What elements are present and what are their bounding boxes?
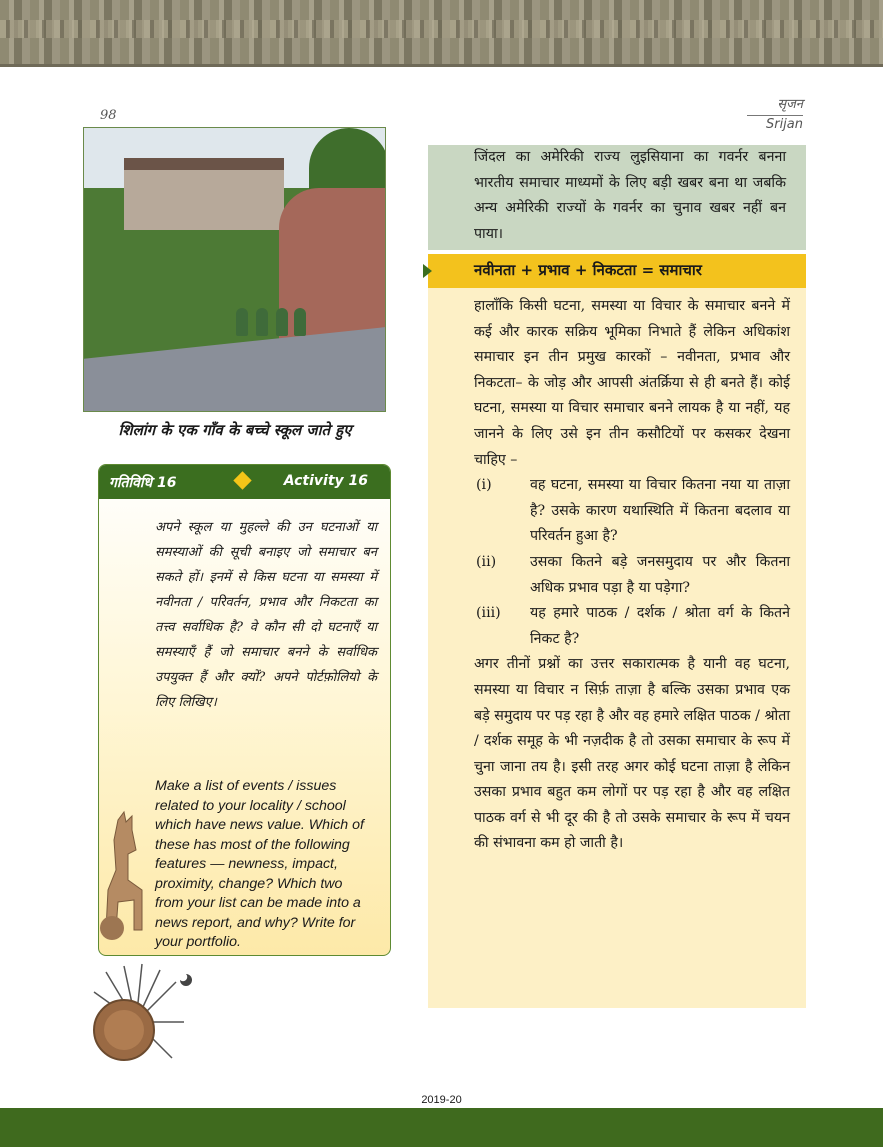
photo-caption: शिलांग के एक गाँव के बच्चे स्कूल जाते हुए	[118, 421, 352, 439]
list-item-text: यह हमारे पाठक / दर्शक / श्रोता वर्ग के कितने निकट है?	[530, 605, 790, 647]
page-number: 98	[100, 108, 117, 123]
diamond-icon	[233, 471, 251, 489]
list-item-number: (i)	[476, 477, 492, 494]
list-item	[474, 601, 790, 652]
carved-stone-banner	[0, 0, 883, 67]
activity-label-hindi: गतिविधि 16	[109, 475, 177, 491]
sun-motif-icon	[76, 962, 196, 1072]
list-item	[474, 550, 790, 601]
example-box-text: जिंदल का अमेरिकी राज्य लुइसियाना का गवर्नर बनना भारतीय समाचार माध्यमों के लिए बड़ी खबर बना था जबकि अन्य अमेरिकी राज्यों के गवर्नर का चुनाव खबर नहीं बन पाया।	[474, 149, 786, 242]
section-heading: नवीनता + प्रभाव + निकटता = समाचार	[474, 261, 702, 279]
activity-label-english: Activity 16	[283, 473, 368, 489]
village-children-photo	[83, 127, 386, 412]
footer-year: 2019-20	[421, 1094, 462, 1106]
running-title	[747, 96, 803, 134]
example-box	[428, 145, 806, 250]
footer-bar	[0, 1108, 883, 1147]
arrow-marker-icon	[423, 264, 432, 278]
paragraph-intro: हालाँकि किसी घटना, समस्या या विचार के समाचार बनने में कई और कारक सक्रिय भूमिका निभाते हैं लेकिन अधिकांश समाचार इन तीन प्रमुख कारकों – नवीनता, प्रभाव और निकटता– के जोड़ और आपसी अंतर्क्रिया से ही बनते हैं। कोई घटना, समस्या या विचार समाचार बनने लायक है या नहीं, यह जानने के लिए उसे इन तीन कसौटियों पर कसकर देखना चाहिए –	[474, 298, 790, 468]
list-item-text: वह घटना, समस्या या विचार कितना नया या ताज़ा है? उसके कारण यथास्थिति में कितना बदलाव या परिवर्तन हुआ है?	[530, 477, 790, 545]
activity-text-english: Make a list of events / issues related to your locality / school which have news value. Which of these has most of the following features — newness, impact, proximity, change? Which two from your list can be made into a news report, and why? Write for your portfolio.	[155, 778, 364, 950]
section-heading-bar	[428, 254, 806, 288]
list-item-number: (ii)	[476, 553, 497, 570]
list-item	[474, 473, 790, 550]
running-title-hindi: सृजन	[747, 96, 803, 116]
question-list	[474, 473, 790, 652]
activity-header	[99, 465, 390, 499]
list-item-number: (iii)	[476, 605, 501, 622]
main-body-text	[474, 294, 790, 857]
running-title-english: Srijan	[765, 117, 803, 132]
paragraph-conclusion: अगर तीनों प्रश्नों का उत्तर सकारात्मक है यानी वह घटना, समस्या या विचार न सिर्फ़ ताज़ा है बल्कि उसका प्रभाव एक बड़े समुदाय पर पड़ रहा है और वह हमारे लक्षित पाठक / श्रोता / दर्शक समूह के भी नज़दीक है तो उसका समाचार के रूप में चुना जाना तय है। इसी तरह अगर कोई घटना ताज़ा है लेकिन उसका प्रभाव बहुत कम लोगों पर पड़ रहा है और वह लक्षित पाठक वर्ग से भी दूर की है तो उसके समाचार के रूप में चयन की संभावना कम हो जाती है।	[474, 656, 790, 852]
activity-text-hindi: अपने स्कूल या मुहल्ले की उन घटनाओं या समस्याओं की सूची बनाइए जो समाचार बन सकते हों। इनमें से किस घटना या समस्या में नवीनता / परिवर्तन, प्रभाव और निकटता का तत्त्व सर्वाधिक है? वे कौन सी दो घटनाएँ या समस्याएँ हैं जो समाचार बनने के सर्वाधिक उपयुक्त हैं और क्यों? अपने पोर्टफ़ोलियो के लिए लिखिए।	[155, 520, 377, 710]
list-item-text: उसका कितने बड़े जनसमुदाय पर और कितना अधिक प्रभाव पड़ा है या पड़ेगा?	[530, 553, 790, 596]
terracotta-horse-icon	[98, 810, 148, 950]
